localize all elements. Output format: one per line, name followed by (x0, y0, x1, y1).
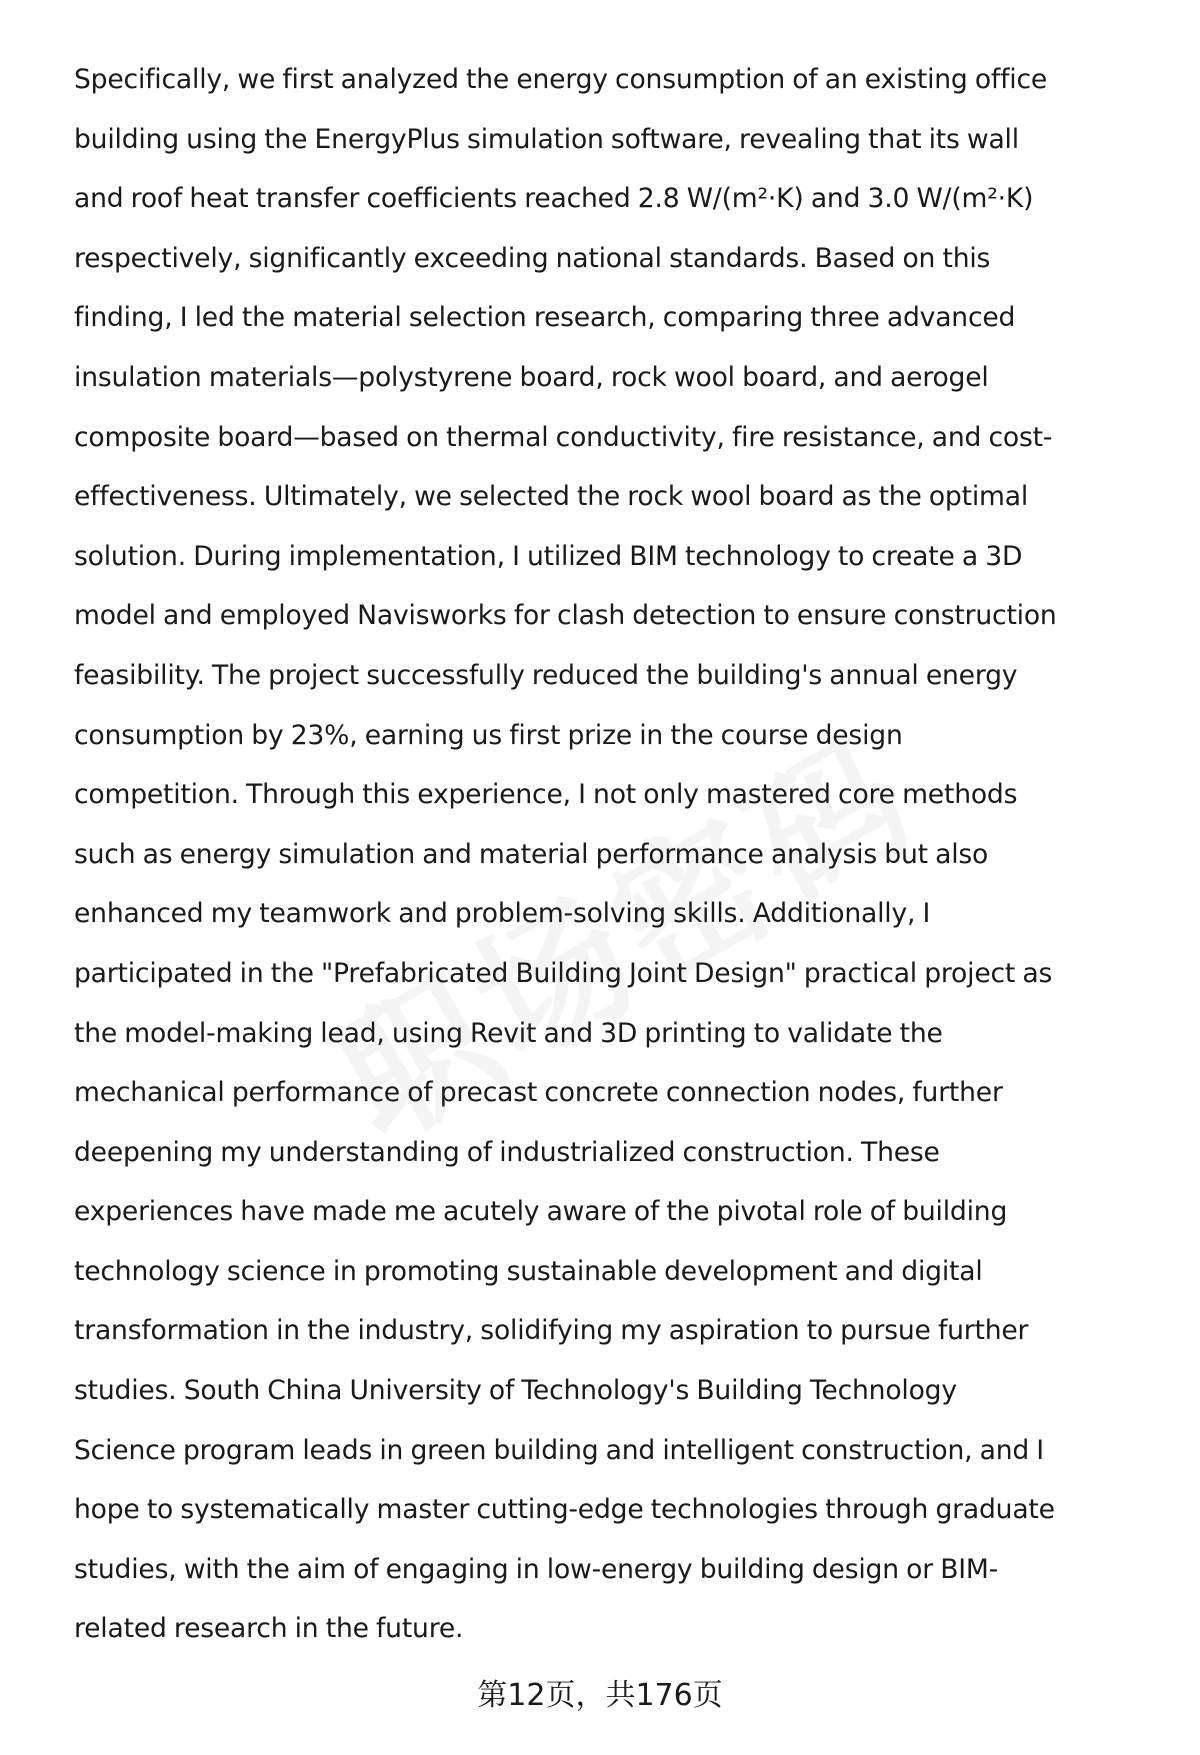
text-line: studies. South China University of Technology's Building Technology (74, 1375, 957, 1407)
text-line: competition. Through this experience, I not only mastered core methods (74, 779, 1018, 811)
body-paragraph (74, 50, 1159, 1659)
text-line: the model-making lead, using Revit and 3D printing to validate the (74, 1017, 943, 1049)
text-line: hope to systematically master cutting-edge technologies through graduate (74, 1494, 1055, 1526)
text-line: studies, with the aim of engaging in low-energy building design or BIM- (74, 1553, 999, 1585)
text-line: feasibility. The project successfully reduced the building's annual energy (74, 659, 1018, 691)
text-line: composite board—based on thermal conductivity, fire resistance, and cost- (74, 421, 1053, 453)
text-line: experiences have made me acutely aware of the pivotal role of building (74, 1196, 1008, 1228)
text-line: solution. During implementation, I utilized BIM technology to create a 3D (74, 540, 1023, 572)
text-line: Science program leads in green building and intelligent construction, and I (74, 1434, 1044, 1466)
text-line: model and employed Navisworks for clash detection to ensure construction (74, 600, 1057, 632)
page-number-footer: 第12页，共176页 (477, 1678, 723, 1713)
text-line: enhanced my teamwork and problem-solving skills. Additionally, I (74, 898, 931, 930)
text-line: insulation materials—polystyrene board, rock wool board, and aerogel (74, 361, 989, 393)
text-line: and roof heat transfer coefficients reached 2.8 W/(m²·K) and 3.0 W/(m²·K) (74, 183, 1034, 215)
text-line: transformation in the industry, solidifying my aspiration to pursue further (74, 1315, 1029, 1347)
text-line: participated in the "Prefabricated Building Joint Design" practical project as (74, 957, 1053, 989)
text-line: such as energy simulation and material performance analysis but also (74, 838, 989, 870)
text-line: related research in the future. (74, 1613, 464, 1645)
text-line: mechanical performance of precast concrete connection nodes, further (74, 1077, 1003, 1109)
text-line: consumption by 23%, earning us first prize in the course design (74, 719, 903, 751)
text-line: technology science in promoting sustainable development and digital (74, 1255, 983, 1287)
text-line: building using the EnergyPlus simulation software, revealing that its wall (74, 123, 1019, 155)
text-line: deepening my understanding of industrialized construction. These (74, 1136, 940, 1168)
text-line: finding, I led the material selection research, comparing three advanced (74, 302, 1016, 334)
text-line: effectiveness. Ultimately, we selected the rock wool board as the optimal (74, 481, 1029, 513)
text-line: Specifically, we first analyzed the energy consumption of an existing office (74, 64, 1048, 95)
text-line: respectively, significantly exceeding national standards. Based on this (74, 242, 991, 274)
